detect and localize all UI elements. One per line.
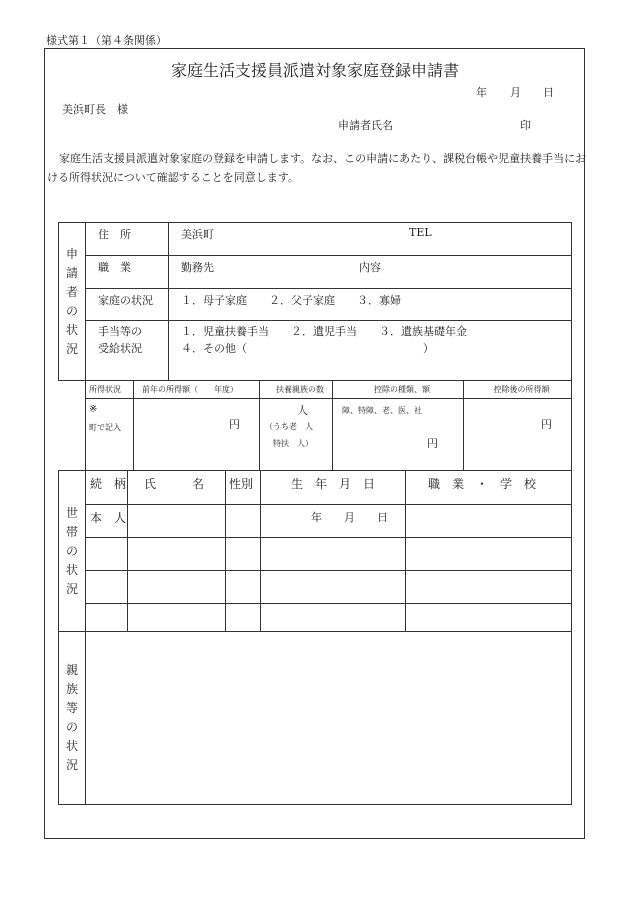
allowance-label: 手当等の 受給状況 xyxy=(86,321,169,381)
household-birth-cell[interactable] xyxy=(261,604,406,632)
dependents-unit: 人 xyxy=(297,404,308,417)
family-status-label: 家庭の状況 xyxy=(86,289,169,321)
household-birth-cell[interactable] xyxy=(261,538,406,571)
prev-income-yen: 円 xyxy=(229,418,240,431)
date-year: 年 xyxy=(476,86,487,99)
household-header-birth: 生 年 月 日 xyxy=(261,471,406,505)
household-header-name: 氏 名 xyxy=(128,471,226,505)
income-table xyxy=(85,380,572,471)
job-field[interactable] xyxy=(169,256,572,289)
after-deduction-field[interactable] xyxy=(464,399,572,471)
after-deduction-yen: 円 xyxy=(541,418,552,431)
job-label: 職 業 xyxy=(86,256,169,289)
table-row xyxy=(59,571,572,604)
household-occupation-cell[interactable] xyxy=(406,505,572,538)
relatives-section-label: 親族等の状況 xyxy=(59,632,86,805)
dependents-field[interactable] xyxy=(260,399,333,471)
date-day: 日 xyxy=(543,86,554,99)
household-sex-cell[interactable] xyxy=(226,604,261,632)
household-name-cell[interactable] xyxy=(128,571,226,604)
household-sex-cell[interactable] xyxy=(226,571,261,604)
household-relation-cell[interactable] xyxy=(86,604,128,632)
address-label: 住 所 xyxy=(86,223,169,256)
deduction-yen: 円 xyxy=(427,437,438,450)
household-name-cell[interactable] xyxy=(128,538,226,571)
addressee: 美浜町長 様 xyxy=(62,103,128,116)
table-row xyxy=(59,604,572,632)
applicant-table xyxy=(58,222,572,381)
household-birth-cell[interactable] xyxy=(261,571,406,604)
applicant-name-label: 申請者氏名 xyxy=(338,119,393,132)
elderly-label: （うち老 人 xyxy=(265,422,313,431)
household-sex-cell[interactable] xyxy=(226,505,261,538)
household-self-label: 本 人 xyxy=(86,505,128,538)
special-label: 特扶 人） xyxy=(273,439,313,448)
prev-income-field[interactable] xyxy=(134,399,260,471)
household-sex-cell[interactable] xyxy=(226,538,261,571)
address-value: 美浜町 xyxy=(181,228,214,241)
income-note: ※ 町で記入 xyxy=(86,399,134,471)
household-birth-cell[interactable]: 年 月 日 xyxy=(261,505,406,538)
household-relation-cell[interactable] xyxy=(86,538,128,571)
household-table xyxy=(58,470,572,632)
household-section-label: 世帯の状況 xyxy=(59,471,86,632)
dependents-label: 扶養親族の数 xyxy=(260,381,333,399)
workplace-label: 勤務先 xyxy=(181,261,214,274)
household-header-relation: 続 柄 xyxy=(86,471,128,505)
after-deduction-label: 控除後の所得額 xyxy=(464,381,572,399)
relatives-field[interactable] xyxy=(86,632,572,805)
form-code: 様式第１（第４条関係） xyxy=(46,34,167,47)
household-relation-cell[interactable] xyxy=(86,571,128,604)
allowance-options[interactable]: １．児童扶養手当 ２．遺児手当 ３．遺族基礎年金 ４．その他（ ） xyxy=(169,321,572,381)
deduction-field[interactable] xyxy=(333,399,464,471)
address-field[interactable] xyxy=(169,223,572,256)
household-header-sex: 性別 xyxy=(226,471,261,505)
deduction-items: 障、特障、老、医、社 xyxy=(342,406,422,415)
applicant-section-label: 申請者の状況 xyxy=(59,223,86,381)
table-row xyxy=(59,538,572,571)
household-header-occupation: 職 業 ・ 学 校 xyxy=(406,471,572,505)
seal-mark: 印 xyxy=(520,119,531,132)
deduction-type-label: 控除の種類、額 xyxy=(333,381,464,399)
tel-label: TEL xyxy=(409,226,432,239)
content-label: 内容 xyxy=(359,261,381,274)
household-name-cell[interactable] xyxy=(128,604,226,632)
household-occupation-cell[interactable] xyxy=(406,571,572,604)
household-occupation-cell[interactable] xyxy=(406,604,572,632)
household-name-cell[interactable] xyxy=(128,505,226,538)
table-row xyxy=(59,505,572,538)
date-month: 月 xyxy=(510,86,521,99)
page-title: 家庭生活支援員派遣対象家庭登録申請書 xyxy=(170,61,459,80)
relatives-table xyxy=(58,631,572,805)
family-status-options[interactable]: １．母子家庭 ２．父子家庭 ３．寡婦 xyxy=(169,289,572,321)
intro-text: 家庭生活支援員派遣対象家庭の登録を申請します。なお、この申請にあたり、課税台帳や児童扶養手当における所得状況について確認することを同意します。 xyxy=(47,152,587,184)
household-occupation-cell[interactable] xyxy=(406,538,572,571)
income-status-label: 所得状況 xyxy=(86,381,134,399)
prev-income-label: 前年の所得額（ 年度） xyxy=(134,381,260,399)
